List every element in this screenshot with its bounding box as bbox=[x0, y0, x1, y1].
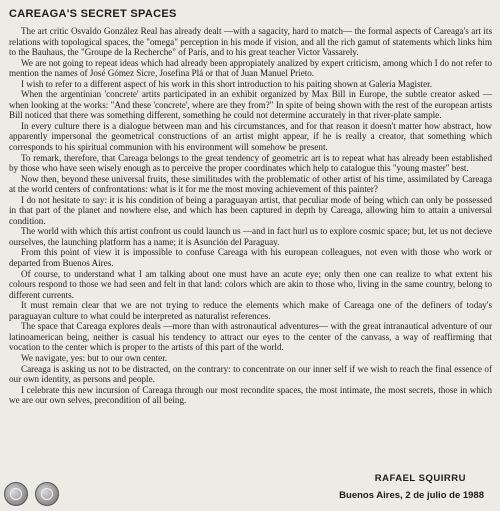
paragraph: Of course, to understand what I am talking about one must have an acute eye; only then one can realize to what extent his colours respond to those we had seen and felt in that land: colors which are akin to those who, living in the same country, belong to different currents. bbox=[9, 268, 492, 300]
paragraph: To remark, therefore, that Careaga belongs to the great tendency of geometric art is to repeat what has already been established by those who have seen wisely enough as to perceive the proper coordinates which help to catalogue this "young master" best. bbox=[9, 152, 492, 174]
document-body bbox=[9, 26, 492, 406]
paragraph: We navigate, yes: but to our own center. bbox=[21, 352, 167, 363]
author-name: RAFAEL SQUIRRU bbox=[374, 473, 466, 484]
paragraph: I celebrate this new incursion of Careaga through our most recondite spaces, the most intimate, the most secrets, those in which we are our own selves, precondition of all being. bbox=[9, 384, 492, 406]
paragraph: I do not hesitate to say: it is his condition of being a paraguayan artist, that peculiar mode of being which can only be possessed in that part of the planet and nowhere else, and which has been captured in depth by Careaga, allowing him to attain a universal condition. bbox=[9, 194, 492, 226]
place-date: Buenos Aires, 2 de julio de 1988 bbox=[339, 490, 484, 501]
signature-block bbox=[339, 473, 484, 501]
document-page bbox=[9, 8, 492, 406]
document-title: CAREAGA'S SECRET SPACES bbox=[9, 8, 177, 20]
paragraph: I wish to refer to a different aspect of his work in this short introduction to his paiting shown at Galería Magister. bbox=[21, 78, 432, 89]
paragraph: The art critic Osvaldo González Real has already dealt —with a sagacity, hard to match— the formal aspects of Careaga's art its relations with topological spaces, the "omega" perception in his mode if vision, and all the rich gamut of statements which links him to the Bauhaus, the "Groupe de la Recherche" of París, and to his great teacher Victor Vassarely. bbox=[9, 26, 492, 58]
paragraph: From this point of view it is impossible to confuse Careaga with his european colleagues, not even with those who work or departed from Buenos Aires. bbox=[9, 247, 492, 269]
paragraph: The space that Careaga explores deals —more than with astronautical adventures— with the great intranautical adventure of our latinoamerican being, neither is casual his tendency to attract our eyes to the center of the canvass, a way of reaffirming that vocation to the center which is proper to the artists of this part of the world. bbox=[9, 321, 492, 353]
paragraph: Careaga is asking us not to be distracted, on the contrary: to concentrate on our inner self if we wish to reach the final essence of our own identity, as persons and people. bbox=[9, 363, 492, 385]
paragraph: It must remain clear that we are not trying to reduce the elements which make of Careaga one of the definers of today's paraguayan culture to what could be interpreted as naturalist references. bbox=[9, 300, 492, 321]
paragraph: Now then, beyond these universal fruits, these similitudes with the problematic of other artist of his time, assimilated by Careaga at the world centers of confrontations: what is it for me the most moving achievement of this painter? bbox=[9, 173, 492, 195]
seal-stamps bbox=[4, 482, 62, 511]
paragraph: We are not going to repeat ideas which had already been appropiately analized by expert criticism, among which I do not refer to mention the names of José Gómez Sicre, Josefina Plá or that of Juan Manuel Prieto. bbox=[9, 57, 492, 79]
paragraph: The world with which this artist confront us could launch us —and in fact hurl us to explore cosmic space; but, let us not decieve ourselves, the launching platform has a name; it is Asunción del Paraguay. bbox=[9, 226, 492, 247]
seal-icon bbox=[4, 482, 28, 506]
paragraph: When the argentinian 'concrete' artits participated in an exhibit organized by Max Bill in Europe, the subtle creator asked —when looking at the works: "And these 'concrete', where are they from?" In spite of being shown with the rest of the european artists Bill noticed that there was something different, something he could not determine accurately in that river-plate sample. bbox=[9, 89, 492, 121]
seal-icon bbox=[35, 482, 59, 506]
paragraph: In every culture there is a dialogue between man and his circumstances, and for that reason it doesn't matter how abstract, how apparently impersonal the geometrical constructions of an artist might appear, if he is really a creator, that something which corresponds to his spiritual communion with his environment will somehow be present. bbox=[9, 120, 492, 153]
